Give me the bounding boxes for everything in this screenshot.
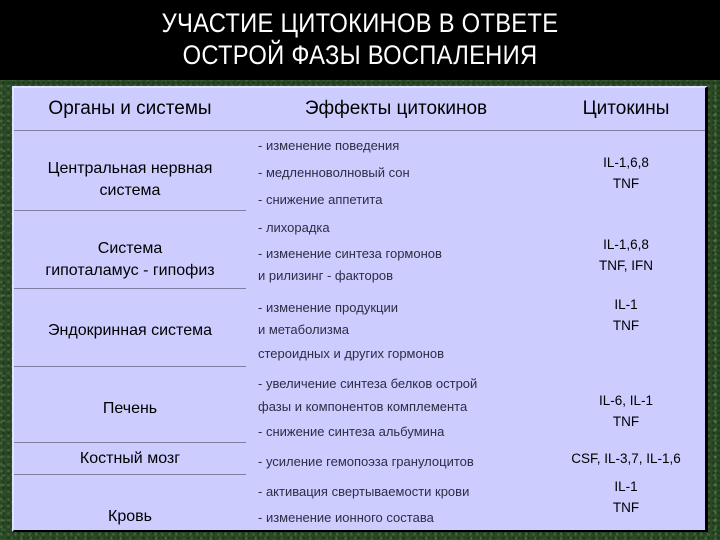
effect-text: фазы и компонентов комплемента: [258, 399, 468, 414]
cytokines-bone-marrow: [546, 448, 706, 469]
organ-hypothalamus-line-2: гипоталамус - гипофиз: [45, 262, 215, 279]
organ-bone-marrow-line-1: Костный мозг: [79, 450, 181, 467]
cytokine-text: TNF, IFN: [599, 258, 653, 273]
cytokine-text: TNF: [612, 414, 640, 429]
organ-blood: [14, 506, 246, 528]
organ-cns-line-2: система: [99, 182, 161, 199]
organ-hypothalamus-line-1: Система: [97, 240, 163, 257]
cytokines-liver: [546, 390, 706, 432]
effect-text: - изменение поведения: [258, 138, 400, 153]
cytokines-hypothalamus: [546, 234, 706, 276]
cytokine-text: IL-1: [614, 479, 638, 494]
cytokine-text: IL-1,6,8: [603, 155, 649, 170]
organ-bone-marrow: [14, 448, 246, 470]
effect-text: - снижение аппетита: [258, 192, 383, 207]
row-divider: [14, 366, 246, 367]
organ-liver: [14, 398, 246, 420]
effect-text: и рилизинг - факторов: [258, 268, 394, 283]
cytokine-text: IL-1: [614, 297, 638, 312]
cytokines-cns: [546, 152, 706, 194]
effect-text: - лихорадка: [258, 220, 330, 235]
organ-cns: [14, 158, 246, 202]
cytokines-blood: [546, 476, 706, 518]
slide-title-line-2: ОСТРОЙ ФАЗЫ ВОСПАЛЕНИЯ: [182, 40, 538, 70]
effect-text: стероидных и других гормонов: [258, 346, 445, 361]
cytokine-table: [12, 86, 708, 532]
cytokine-text: TNF: [612, 318, 640, 333]
effect-text: - изменение ионного состава: [258, 510, 434, 525]
header-effects: Эффекты цитокинов: [304, 98, 488, 119]
organ-hypothalamus: [14, 238, 246, 282]
cytokine-text: IL-1,6,8: [603, 237, 649, 252]
effect-text: - изменение продукции: [258, 300, 398, 315]
cytokine-text: TNF: [612, 500, 640, 515]
effect-text: - усиление гемопоэза гранулоцитов: [258, 454, 474, 469]
header-divider: [14, 130, 705, 131]
header-organs: Органы и системы: [48, 98, 212, 119]
organ-liver-line-1: Печень: [102, 400, 158, 417]
effect-text: - снижение синтеза альбумина: [258, 424, 445, 439]
effect-text: - увеличение синтеза белков острой: [258, 376, 478, 391]
effect-text: и метаболизма: [258, 322, 350, 337]
effect-text: - медленноволновый сон: [258, 165, 410, 180]
effect-text: - активация свертываемости крови: [258, 484, 470, 499]
cytokine-text: CSF, IL-3,7, IL-1,6: [571, 451, 681, 466]
organ-cns-line-1: Центральная нервная: [47, 160, 213, 177]
organ-endocrine-line-1: Эндокринная система: [48, 322, 212, 339]
cytokines-endocrine: [546, 294, 706, 336]
organ-blood-line-1: Кровь: [108, 508, 152, 525]
row-divider: [14, 210, 246, 211]
row-divider: [14, 474, 246, 475]
cytokine-text: TNF: [612, 176, 640, 191]
slide-title-line-1: УЧАСТИЕ ЦИТОКИНОВ В ОТВЕТЕ: [161, 8, 559, 38]
effect-text: - изменение синтеза гормонов: [258, 246, 442, 261]
organ-endocrine: [14, 320, 246, 342]
header-cytokines: Цитокины: [582, 98, 670, 119]
cytokine-text: IL-6, IL-1: [598, 393, 654, 408]
row-divider: [14, 442, 246, 443]
row-divider: [14, 288, 246, 289]
